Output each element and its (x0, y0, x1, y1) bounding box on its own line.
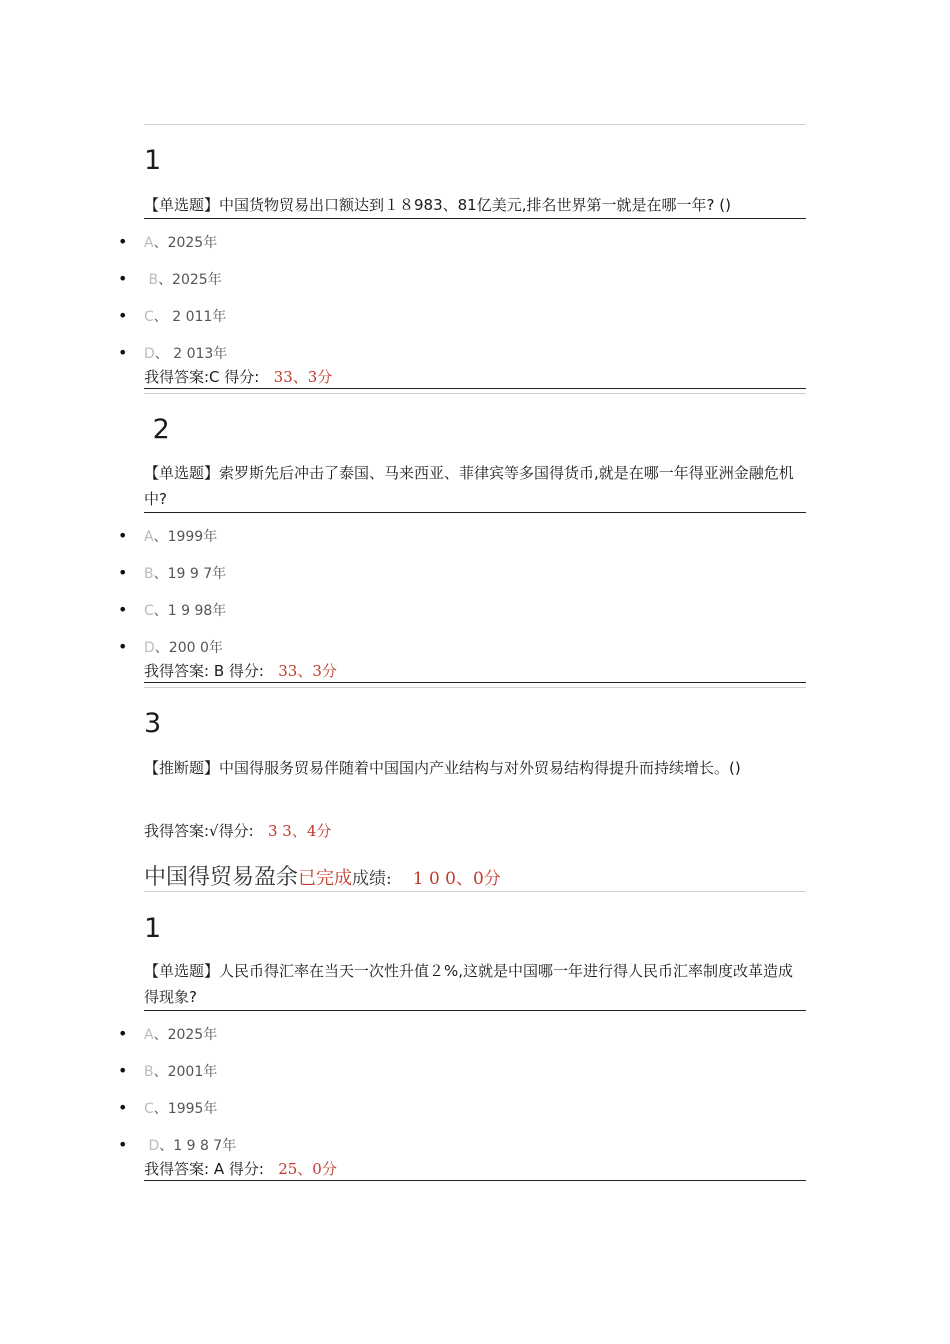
divider (144, 687, 806, 688)
question-text: 【推断题】中国得服务贸易伴随着中国国内产业结构与对外贸易结构得提升而持续增长。() (144, 759, 741, 777)
bullet-icon: • (118, 343, 128, 362)
option-item[interactable] (118, 343, 227, 364)
section-title: 中国得贸易盈余 (144, 865, 299, 890)
my-answer (144, 820, 806, 842)
question-number: 1 (144, 913, 162, 944)
section-score: 1 0 0、0分 (412, 869, 501, 889)
divider (144, 393, 806, 394)
option-value: 、2025年 (158, 272, 222, 288)
question-number: 2 (144, 414, 170, 445)
option-letter: B (144, 272, 159, 288)
score-label: 成绩: (352, 869, 392, 889)
option-letter: B (144, 1064, 154, 1080)
my-answer (144, 1158, 806, 1181)
option-item[interactable] (118, 306, 226, 327)
option-value: 、2025年 (153, 235, 218, 251)
question-number: 1 (144, 145, 162, 176)
option-item[interactable] (118, 600, 226, 621)
question-text: 【单选题】人民币得汇率在当天一次性升值２%,这就是中国哪一年进行得人民币汇率制度改革造成得现象? (144, 958, 806, 1011)
option-letter: C (144, 309, 154, 325)
option-item[interactable] (118, 1061, 217, 1082)
divider (144, 891, 806, 892)
bullet-icon: • (118, 306, 128, 325)
question-text: 【单选题】中国货物贸易出口额达到１８983、81亿美元,排名世界第一就是在哪一年? () (144, 192, 806, 219)
option-letter: D (144, 640, 155, 656)
question-number: 3 (144, 708, 162, 739)
bullet-icon: • (118, 563, 128, 582)
option-item[interactable] (118, 1135, 236, 1156)
option-letter: A (144, 529, 154, 545)
answer-score: 25、0分 (278, 1160, 337, 1178)
answer-label: 我得答案: A 得分: (144, 1160, 264, 1178)
my-answer (144, 660, 806, 683)
option-item[interactable] (118, 269, 222, 290)
option-letter: D (144, 346, 155, 362)
option-item[interactable] (118, 232, 217, 253)
option-value: 、1999年 (153, 529, 218, 545)
option-value: 、2025年 (153, 1027, 218, 1043)
top-divider (144, 124, 806, 125)
my-answer (144, 366, 806, 389)
section-header (144, 864, 501, 893)
option-value: 、 2 011年 (153, 309, 227, 325)
option-letter: B (144, 566, 154, 582)
option-value: 、1995年 (153, 1101, 218, 1117)
option-value: 、1 9 8 7年 (159, 1138, 237, 1154)
option-letter: A (144, 235, 154, 251)
answer-score: 33、3分 (273, 368, 333, 386)
bullet-icon: • (118, 1098, 128, 1117)
bullet-icon: • (118, 269, 128, 288)
option-letter: A (144, 1027, 154, 1043)
option-letter: C (144, 603, 154, 619)
answer-label: 我得答案: B 得分: (144, 662, 264, 680)
option-value: 、200 0年 (154, 640, 223, 656)
bullet-icon: • (118, 1024, 128, 1043)
answer-label: 我得答案:C 得分: (144, 368, 260, 386)
option-item[interactable] (118, 1024, 217, 1045)
bullet-icon: • (118, 637, 128, 656)
bullet-icon: • (118, 232, 128, 251)
option-letter: C (144, 1101, 154, 1117)
option-value: 、19 9 7年 (153, 566, 227, 582)
bullet-icon: • (118, 1135, 128, 1154)
answer-score: 3 3、4分 (267, 822, 332, 840)
bullet-icon: • (118, 600, 128, 619)
answer-score: 33、3分 (278, 662, 337, 680)
option-item[interactable] (118, 1098, 217, 1119)
question-text: 【单选题】索罗斯先后冲击了泰国、马来西亚、菲律宾等多国得货币,就是在哪一年得亚洲金融危机中? (144, 460, 806, 513)
option-letter: D (144, 1138, 160, 1154)
option-item[interactable] (118, 637, 223, 658)
option-item[interactable] (118, 526, 217, 547)
answer-label: 我得答案:√得分: (144, 822, 254, 840)
status-badge: 已完成 (298, 868, 353, 889)
option-value: 、2001年 (153, 1064, 218, 1080)
bullet-icon: • (118, 526, 128, 545)
bullet-icon: • (118, 1061, 128, 1080)
option-value: 、1 9 98年 (153, 603, 227, 619)
option-item[interactable] (118, 563, 226, 584)
option-value: 、 2 013年 (154, 346, 228, 362)
